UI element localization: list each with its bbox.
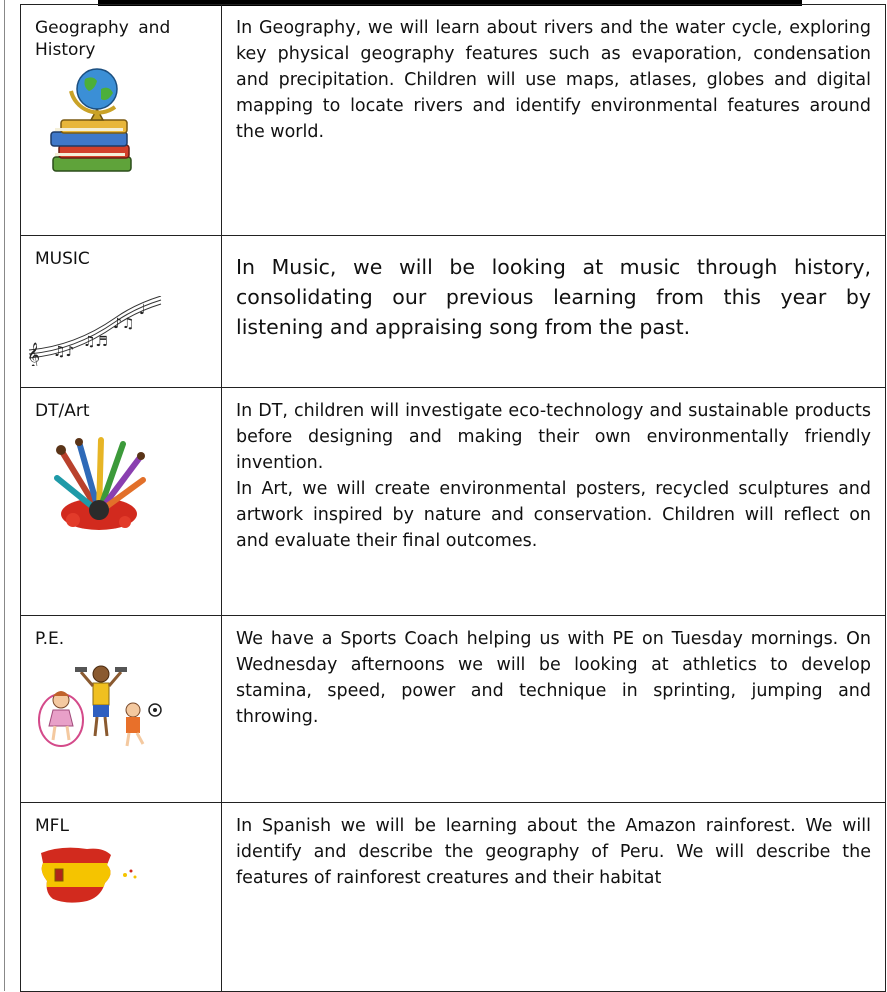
description-text: We have a Sports Coach helping us with PE on Tuesday mornings. On Wednesday afternoons we will be looking at athletics to develop stamina, speed, power and technique in sprinting, jumping and throwing. <box>236 629 871 727</box>
svg-text:𝄞: 𝄞 <box>27 343 41 366</box>
table-row <box>21 616 886 803</box>
subject-label: P.E. <box>35 629 65 649</box>
table-row <box>21 5 886 236</box>
children-exercising-icon <box>35 660 221 754</box>
curriculum-table <box>20 4 886 992</box>
description-cell <box>222 5 886 236</box>
description-text: In Music, we will be looking at music through history, consolidating our previous learning from this year by listening and appraising song from the past. <box>236 255 871 339</box>
subject-cell <box>21 616 222 803</box>
page-edge-line <box>4 0 5 991</box>
description-text: In Spanish we will be learning about the Amazon rainforest. We will identify and describe the geography of Peru. We will describe the features of rainforest creatures and their habitat <box>236 816 871 888</box>
description-text: In DT, children will investigate eco-technology and sustainable products before designing and making their own environmentally friendly invention. <box>236 401 871 473</box>
description-cell <box>222 616 886 803</box>
subject-cell <box>21 803 222 992</box>
globe-on-books-icon <box>41 65 221 179</box>
subject-label: MFL <box>35 816 69 836</box>
description-cell <box>222 388 886 616</box>
svg-text:♫♬: ♫♬ <box>83 334 109 350</box>
art-brushes-icon <box>51 436 221 540</box>
spain-flag-map-icon <box>31 841 221 915</box>
table-row <box>21 236 886 388</box>
subject-label: MUSIC <box>35 249 90 269</box>
subject-cell <box>21 388 222 616</box>
subject-label: DT/Art <box>35 401 90 421</box>
svg-text:♫♪: ♫♪ <box>53 344 75 360</box>
subject-cell <box>21 5 222 236</box>
svg-text:♪♫: ♪♫ <box>113 316 135 332</box>
subject-cell <box>21 236 222 388</box>
description-text: In Art, we will create environmental posters, recycled sculptures and artwork inspired by nature and conservation. Children will reflect on and evaluate their final outcomes. <box>236 479 871 551</box>
description-cell <box>222 236 886 388</box>
subject-label: Geography and History <box>35 18 171 60</box>
music-notes-icon <box>25 296 221 370</box>
table-row <box>21 803 886 992</box>
svg-text:♩: ♩ <box>139 302 146 318</box>
description-text: In Geography, we will learn about rivers and the water cycle, exploring key physical geography features such as evaporation, condensation and precipitation. Children will use maps, atlases, globes and digital mapping to locate rivers and identify environmental features around the world. <box>236 18 871 142</box>
description-cell <box>222 803 886 992</box>
table-row <box>21 388 886 616</box>
